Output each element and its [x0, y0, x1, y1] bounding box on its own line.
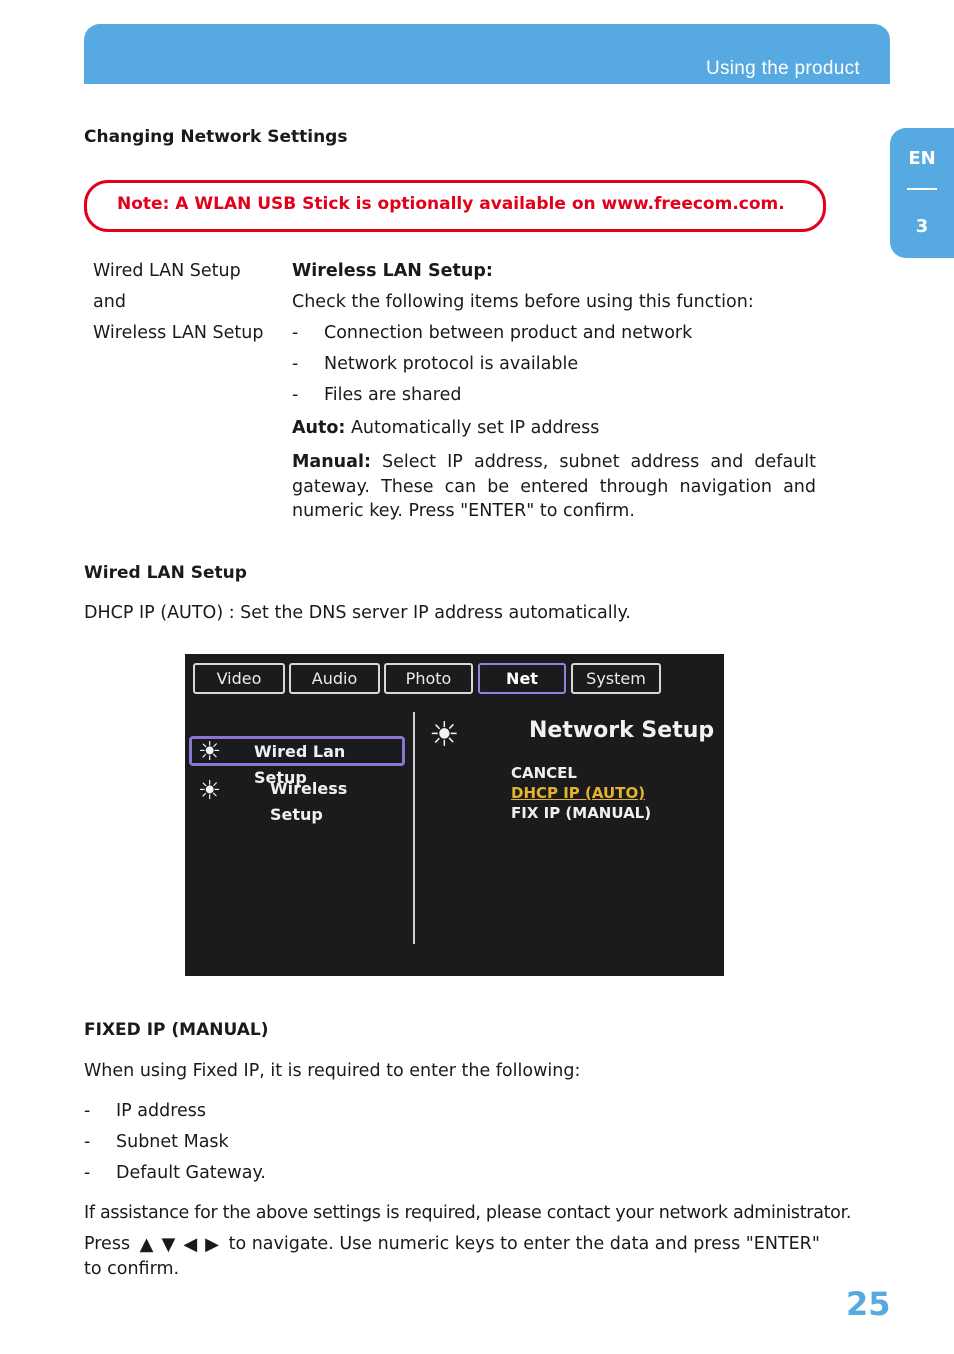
topic-label: Wired LAN Setup — [93, 261, 241, 281]
list-item — [292, 321, 816, 352]
wireless-intro: Check the following items before using this function: — [292, 292, 754, 312]
list-dash: - — [84, 1101, 91, 1121]
list-item-text: Connection between product and network — [324, 323, 693, 343]
sun-icon: ☀ — [198, 737, 222, 767]
topic-label: Wireless LAN Setup — [93, 323, 264, 343]
list-dash: - — [84, 1163, 91, 1183]
menu-item-label: Wired Lan Setup — [254, 742, 346, 787]
language-label: EN — [908, 148, 936, 169]
press-word: Press — [84, 1234, 131, 1254]
list-item-text: Network protocol is available — [324, 354, 579, 374]
chapter-number: 3 — [915, 216, 929, 237]
auto-text: Automatically set IP address — [345, 418, 600, 438]
tab-audio[interactable]: Audio — [289, 663, 380, 694]
menu-item-label: Wireless Setup — [270, 779, 348, 824]
section-title: Changing Network Settings — [84, 127, 348, 147]
list-item — [292, 383, 816, 414]
arrow-down-icon: ▼ — [161, 1234, 176, 1255]
header-bar — [84, 24, 890, 84]
auto-line — [292, 416, 816, 447]
list-item — [84, 1099, 266, 1130]
list-item-text: Default Gateway. — [116, 1163, 266, 1183]
navigate-text: to navigate. Use numeric keys to enter the data and press "ENTER" to confirm. — [84, 1234, 820, 1279]
menu-item-wireless-setup[interactable] — [189, 776, 405, 824]
note-box — [84, 180, 826, 232]
wireless-heading: Wireless LAN Setup: — [292, 261, 493, 281]
list-item — [84, 1161, 266, 1192]
fixed-ip-list — [84, 1099, 266, 1192]
tab-divider — [907, 188, 937, 190]
list-dash: - — [292, 385, 299, 405]
manual-text: Select IP address, subnet address and default gateway. These can be entered through navigation and numeric key. Press "ENTER" to confirm. — [292, 452, 816, 521]
sun-icon: ☀ — [429, 715, 460, 755]
network-setup-title: Network Setup — [529, 718, 715, 743]
fixed-ip-heading: FIXED IP (MANUAL) — [84, 1020, 269, 1040]
arrow-left-icon: ◀ — [183, 1234, 198, 1255]
topic-label: and — [93, 292, 126, 312]
wireless-setup-description — [292, 259, 816, 524]
panel-divider — [413, 712, 415, 944]
side-chapter-tab — [890, 128, 954, 258]
list-item-text: IP address — [116, 1101, 207, 1121]
manual-label: Manual: — [292, 452, 371, 472]
list-item — [84, 1130, 266, 1161]
list-item — [292, 352, 816, 383]
arrow-up-icon: ▲ — [139, 1234, 154, 1255]
auto-label: Auto: — [292, 418, 346, 438]
sun-icon: ☀ — [198, 776, 222, 806]
assistance-text: If assistance for the above settings is required, please contact your network administrator. — [84, 1203, 852, 1223]
fixed-ip-intro: When using Fixed IP, it is required to enter the following: — [84, 1061, 581, 1081]
menu-item-wired-lan-setup[interactable] — [189, 736, 405, 787]
tab-net[interactable]: Net — [478, 663, 566, 694]
topic-labels — [93, 259, 264, 352]
list-dash: - — [292, 323, 299, 343]
wired-heading: Wired LAN Setup — [84, 563, 247, 583]
tab-video[interactable]: Video — [193, 663, 285, 694]
option-fix-ip-manual[interactable]: FIX IP (MANUAL) — [511, 804, 652, 822]
navigation-instructions — [84, 1232, 826, 1281]
header-title: Using the product — [705, 58, 860, 79]
tab-system[interactable]: System — [571, 663, 661, 694]
wired-description: DHCP IP (AUTO) : Set the DNS server IP address automatically. — [84, 603, 631, 623]
arrow-right-icon: ▶ — [205, 1234, 220, 1255]
network-setup-screenshot — [185, 654, 724, 976]
list-item-text: Subnet Mask — [116, 1132, 229, 1152]
list-dash: - — [84, 1132, 91, 1152]
tab-photo[interactable]: Photo — [384, 663, 473, 694]
manual-paragraph — [292, 450, 816, 524]
list-dash: - — [292, 354, 299, 374]
option-dhcp-ip-auto[interactable]: DHCP IP (AUTO) — [511, 784, 646, 802]
page-number: 25 — [846, 1285, 891, 1323]
note-text: Note: A WLAN USB Stick is optionally available on www.freecom.com. — [117, 194, 785, 214]
list-item-text: Files are shared — [324, 385, 462, 405]
option-cancel[interactable]: CANCEL — [511, 764, 577, 782]
